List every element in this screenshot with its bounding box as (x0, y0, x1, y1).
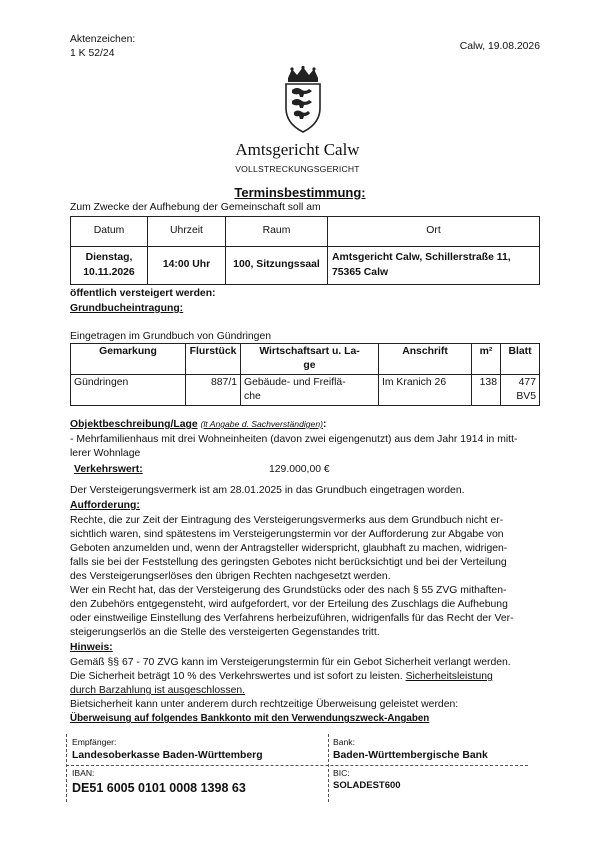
object-heading-note: (lt Angabe d. Sachverständigen) (200, 419, 323, 429)
appointment-date (71, 247, 148, 285)
header-wirtschaftsart-line2: ge (303, 360, 316, 372)
object-heading-colon: : (322, 419, 327, 430)
court-name: Amtsgericht Calw (235, 140, 360, 159)
appointment-table-row (71, 247, 540, 285)
header-m2: m² (472, 344, 501, 375)
object-heading (70, 418, 326, 432)
iban-value: DE51 6005 0101 0008 1398 63 (72, 781, 246, 795)
bank-divider-middle (328, 734, 329, 802)
bank-value: Baden-Württembergische Bank (333, 750, 488, 761)
auction-text: öffentlich versteigert werden: (70, 288, 216, 299)
appointment-place-line2: 75365 Calw (332, 266, 389, 278)
hinweis-line2-underlined: Sicherheitsleistung (405, 671, 493, 683)
object-description-line1: - Mehrfamilienhaus mit drei Wohneinheiten (davon zwei eigengenutzt) aus dem Jahr 1914 in mitt- (70, 434, 518, 445)
hinweis-heading: Hinweis: (70, 642, 113, 653)
object-description (70, 433, 540, 461)
appointment-time: 14:00 Uhr (148, 247, 226, 285)
recipient-label: Empfänger: (72, 737, 117, 747)
header-room: Raum (226, 217, 328, 247)
recipient-value: Landesoberkasse Baden-Württemberg (72, 750, 263, 761)
bank-divider-horizontal (66, 765, 528, 766)
hinweis-line5: Überweisung auf folgendes Bankkonto mit den Verwendungszweck-Angaben (70, 713, 430, 725)
appointment-weekday: Dienstag, (85, 252, 133, 264)
place-date: Calw, 19.08.2026 (459, 41, 540, 52)
bank-divider-left (66, 734, 67, 802)
bank-label: Bank: (333, 737, 355, 747)
registration-note: Der Versteigerungsvermerk ist am 28.01.2025 in das Grundbuch eingetragen worden. (70, 485, 465, 496)
iban-label: IBAN: (72, 768, 95, 778)
header-gemarkung: Gemarkung (71, 344, 186, 375)
file-reference-label: Aktenzeichen: (70, 34, 136, 45)
aufforderung-p2-line: den Zubehörs entgegensteht, wird aufgefordert, vor der Erteilung des Zuschlags die Aufhebung (70, 599, 508, 611)
header-blatt: Blatt (501, 344, 540, 375)
appointment-table-header (71, 217, 540, 247)
hinweis-line1: Gemäß §§ 67 - 70 ZVG kann im Versteigerungstermin für ein Gebot Sicherheit verlangt werden. (70, 657, 511, 668)
document-title: Terminsbestimmung: (234, 185, 366, 200)
cell-wirtschaftsart-line1: Gebäude- und Freiflä- (244, 377, 346, 389)
hinweis-line2 (70, 670, 540, 684)
object-description-line2: lerer Wohnlage (70, 448, 141, 460)
appointment-place (328, 247, 540, 285)
property-table-row (71, 375, 540, 406)
market-value-label: Verkehrswert: (74, 464, 143, 475)
header-wirtschaftsart (241, 344, 379, 375)
cell-blatt (501, 375, 540, 406)
land-register-heading: Grundbucheintragung: (70, 303, 184, 314)
file-reference (70, 33, 135, 61)
aufforderung-p2-line: steigerungserlös an die Stelle des versteigerten Gegenstandes tritt. (70, 627, 380, 639)
cell-wirtschaftsart (241, 375, 379, 406)
aufforderung-p1-line: Geboten anzumelden und, wenn der Antragsteller widerspricht, glaubhaft zu machen, widrigen- (70, 543, 508, 555)
cell-m2: 138 (472, 375, 501, 406)
cell-blatt-line1: 477 (518, 377, 536, 389)
header-time: Uhrzeit (148, 217, 226, 247)
aufforderung-p1-line: sichtlich waren, sind spätestens im Versteigerungstermin vor der Aufforderung zur Abgabe von (70, 529, 504, 541)
cell-blatt-line2: BV5 (516, 391, 536, 403)
hinweis-line2-text: Die Sicherheit beträgt 10 % des Verkehrswertes und ist sofort zu leisten. (70, 671, 406, 683)
header-date: Datum (71, 217, 148, 247)
appointment-room: 100, Sitzungssaal (226, 247, 328, 285)
header-wirtschaftsart-line1: Wirtschaftsart u. La- (259, 346, 360, 357)
hinweis-line4: Bietsicherheit kann unter anderem durch rechtzeitige Überweisung geleistet werden: (70, 699, 459, 711)
bic-value: SOLADEST600 (333, 780, 401, 791)
aufforderung-paragraph-2 (70, 584, 540, 640)
object-heading-text: Objektbeschreibung/Lage (70, 419, 198, 430)
header-place: Ort (328, 217, 540, 247)
cell-anschrift: Im Kranich 26 (379, 375, 472, 406)
cell-wirtschaftsart-line2: che (244, 391, 261, 403)
aufforderung-p2-line: Wer ein Recht hat, das der Versteigerung des Grundstücks oder des nach § 55 ZVG mithaften- (70, 585, 507, 596)
property-table-header (71, 344, 540, 375)
market-value-amount: 129.000,00 € (269, 464, 330, 475)
header-flurstueck: Flurstück (186, 344, 241, 375)
hinweis-text (70, 656, 540, 725)
state-coat-of-arms-icon (278, 66, 328, 134)
cell-flurstueck: 887/1 (186, 375, 241, 406)
property-table (70, 343, 540, 406)
aufforderung-p1-line: Rechte, die zur Zeit der Eintragung des Versteigerungsvermerks aus dem Grundbuch nicht er- (70, 515, 504, 526)
intro-text: Zum Zwecke der Aufhebung der Gemeinschaft soll am (70, 202, 321, 213)
aufforderung-p2-line: oder einstweilige Einstellung des Verfahrens herbeizuführen, widrigenfalls für das Recht der Ver- (70, 613, 514, 625)
bic-label: BIC: (333, 768, 350, 778)
aufforderung-p1-line: des Versteigerungserlöses den übrigen Rechten nachgesetzt werden. (70, 571, 391, 583)
appointment-place-line1: Amtsgericht Calw, Schillerstraße 11, (332, 252, 511, 264)
cell-gemarkung: Gündringen (71, 375, 186, 406)
aufforderung-paragraph-1 (70, 514, 540, 584)
land-register-intro: Eingetragen im Grundbuch von Gündringen (70, 331, 272, 342)
file-reference-value: 1 K 52/24 (70, 48, 115, 60)
appointment-date-value: 10.11.2026 (83, 266, 135, 278)
aufforderung-heading: Aufforderung: (70, 500, 140, 511)
header-anschrift: Anschrift (379, 344, 472, 375)
appointment-table (70, 216, 540, 285)
hinweis-line3: durch Barzahlung ist ausgeschlossen. (70, 685, 246, 697)
court-department: VOLLSTRECKUNGSGERICHT (235, 164, 360, 174)
aufforderung-p1-line: falls sie bei der Feststellung des geringsten Gebotes nicht berücksichtigt und bei der Verteilung (70, 557, 507, 569)
